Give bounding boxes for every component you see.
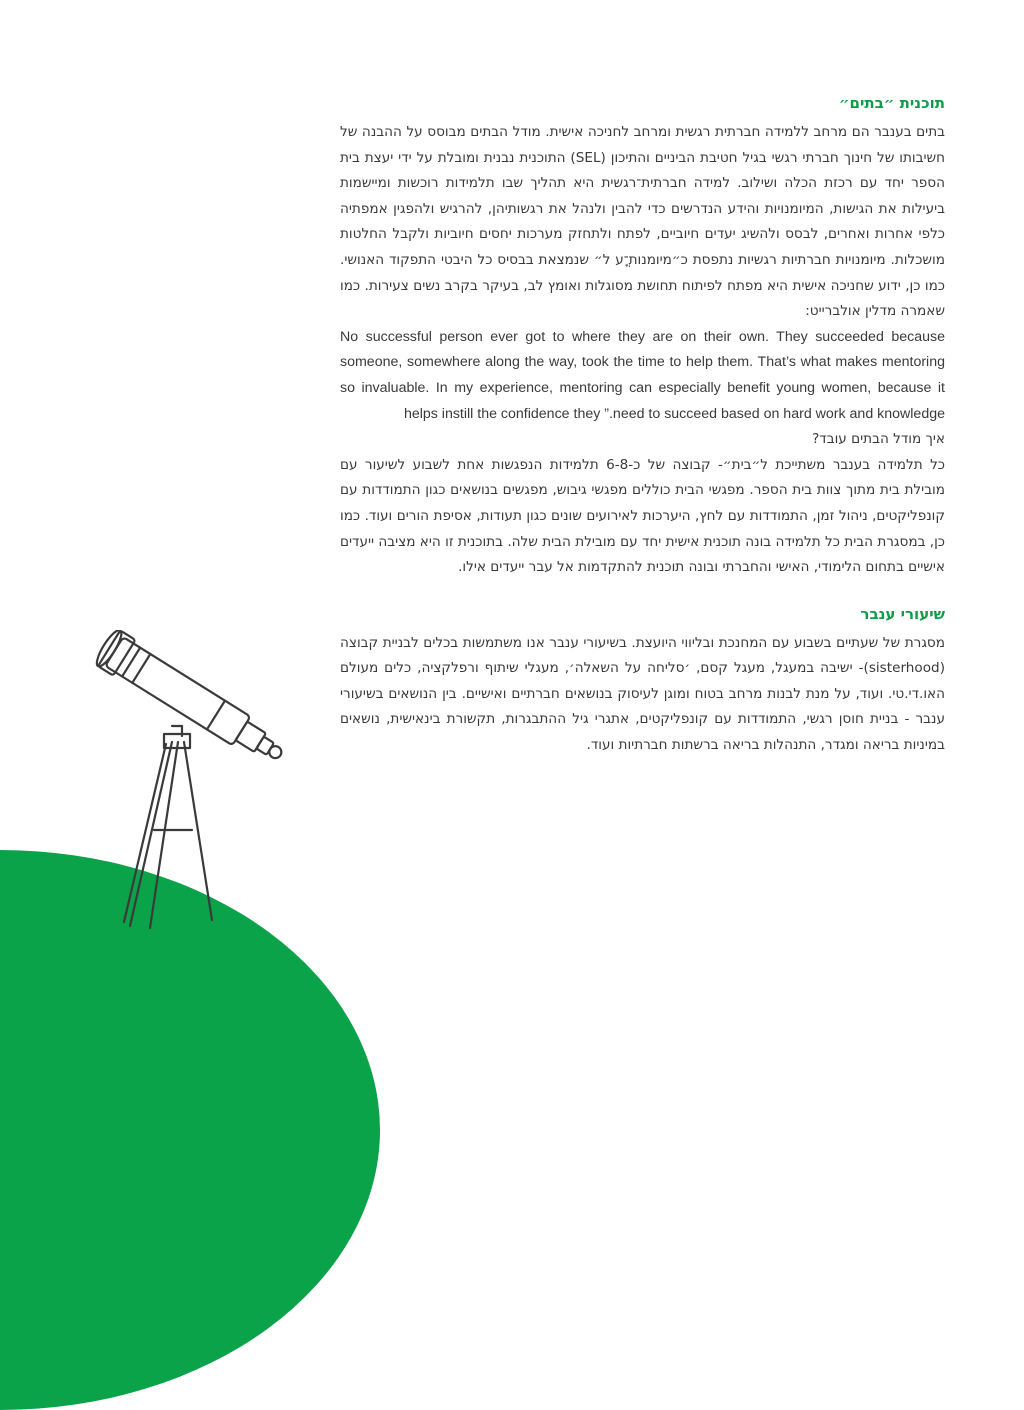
batim-intro-paragraph: בתים בענבר הם מרחב ללמידה חברתית רגשית ומרחב לחניכה אישית. מודל הבתים מבוסס על ההבנה של חשיבותו של חינוך חברתי רגשי בגיל חטיבת הביניים והתיכון (SEL) התוכנית נבנית ומובלת על ידי יעצת בית הספר יחד עם רכזת הכלה ושילוב. למידה חברתית־רגשית היא תהליך שבו תלמידות רוכשות ומיישמות ביעילות את הגישות, המיומנויות והידע הנדרשים כדי להבין ולנהל את רגשותיהן, להרגיש ולהפגין אמפתיה כלפי אחרות ואחרים, לבסס ולהשיג יעדים חיוביים, לפתח ולתחזק מערכות יחסים חיוביות ולקבל החלטות מושכלות. מיומנויות חברתיות רגשיות נתפסת כ״מיומנות־ֳע ל״ שנמצאת בבסיס כל היבטי התפקוד האנושי. כמו כן, ידוע שחניכה אישית היא מפתח לפיתוח תחושת מסוגלות ואומץ לב, בעיקר בקרב נשים צעירות. כמו שאמרה מדלין אולברייט: [340, 124, 945, 320]
telescope-icon [80, 630, 300, 930]
albright-quote: No successful person ever got to where they are on their own. They succeeded because someone, somewhere along the way, took the time to help them. That’s what makes mentoring so invaluable. In my experience, mentoring can especially benefit young women, because it helps instill the confidence they ”.need to succeed based on hard work and knowledge [340, 328, 945, 422]
model-question: איך מודל הבתים עובד? [812, 431, 945, 448]
green-hill-decoration [0, 850, 380, 1410]
section-spacer [340, 581, 945, 603]
section-title-inbar-lessons: שיעורי ענבר [860, 604, 945, 623]
section-title-batim: תוכנית ״בתים״ [838, 94, 945, 112]
article-content [340, 92, 945, 759]
inbar-lessons-paragraph: מסגרת של שעתיים בשבוע עם המחנכת ובליווי היועצת. בשיעורי ענבר אנו משתמשות בכלים לבניית קבוצה (sisterhood)- ישיבה במעגל, מעגל קסם, ׳סליחה על השאלה׳, מעגלי שיתוף ורפלקציה, כלים מעולם האו.די.טי. ועוד, על מנת לבנות מרחב בטוח ומוגן לעיסוק בנושאים חברתיים ואישיים. בין הנושאים בשיעורי ענבר - בניית חוסן רגשי, התמודדות עם קונפליקטים, אתגרי גיל ההתבגרות, תקשורת בינאישית, נושאים במיניות בריאה ומגדר, התנהלות בריאה ברשתות חברתיות ועוד. [340, 634, 945, 754]
batim-model-paragraph: כל תלמידה בענבר משתייכת ל״בית״- קבוצה של כ-6-8 תלמידות הנפגשות אחת לשבוע לשיעור עם מובילת בית מתוך צוות בית הספר. מפגשי הבית כוללים מפגשי גיבוש, מפגשים בנושאים כגון התמודדות עם קונפליקטים, ניהול זמן, התמודדות עם לחץ, היערכות לאירועים שונים כגון תעודות, אסיפת הורים ועוד. כמו כן, במסגרת הבית כל תלמידה בונה תוכנית אישית יחד עם מובילת הבית שלה. בתוכנית זו היא מציבה ייעדים אישיים בתחום הלימודי, האישי והחברתי ובונה תוכנית להתקדמות אל עבר ייעדים אילו. [340, 456, 945, 576]
